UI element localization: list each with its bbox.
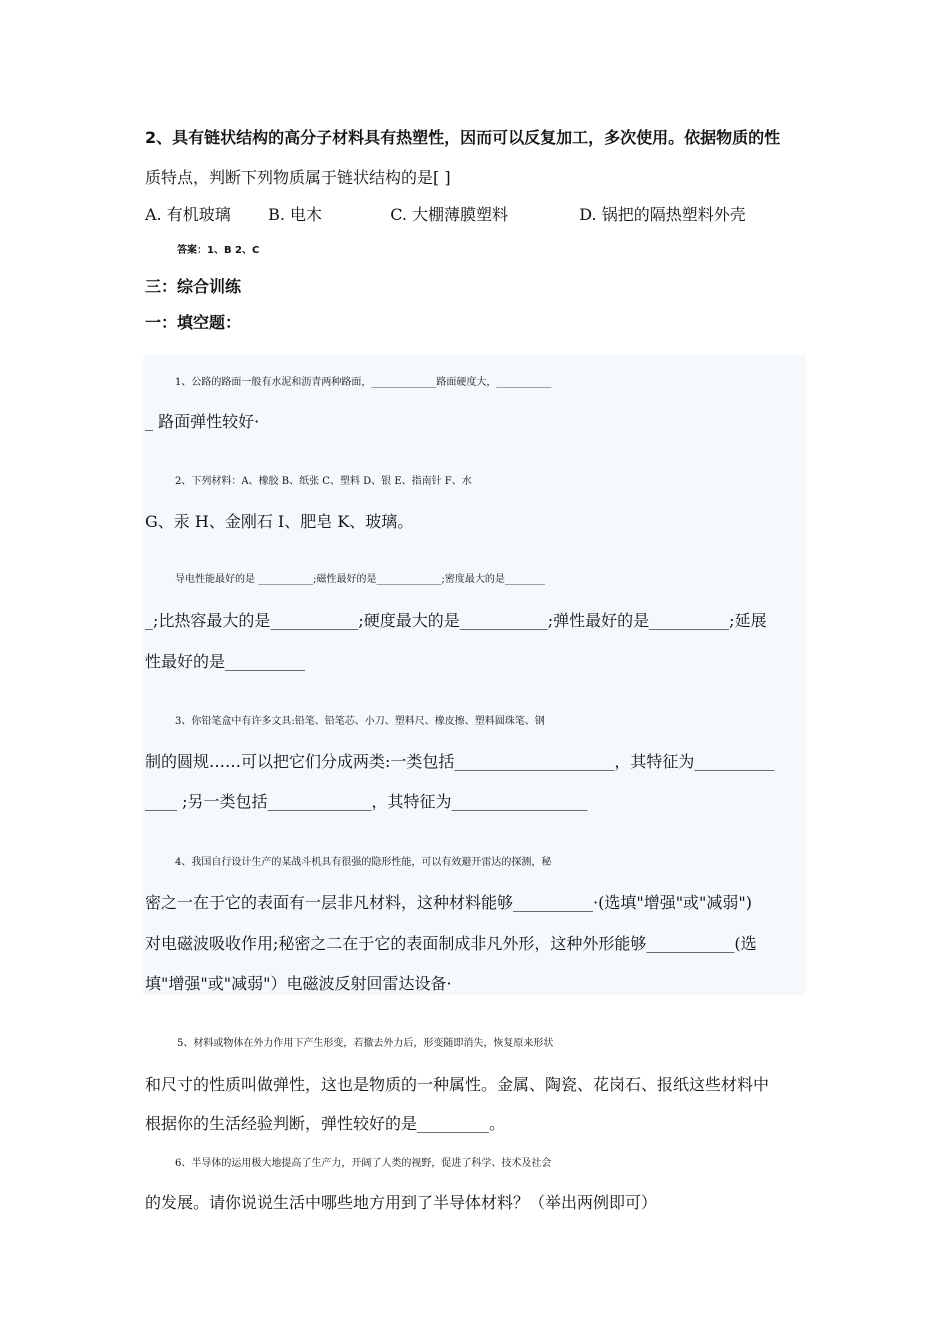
fill-q3-line2: 制的圆规……可以把它们分成两类:一类包括____________________，其特征为__________ (145, 752, 775, 771)
option-d: D. 锅把的隔热塑料外壳 (579, 205, 746, 224)
section-heading-fill: 一：填空题： (145, 313, 242, 332)
fill-q6-line2: 的发展。请你说说生活中哪些地方用到了半导体材料？（举出两例即可） (145, 1193, 658, 1212)
fill-q5-line2: 和尺寸的性质叫做弹性，这也是物质的一种属性。金属、陶瓷、花岗石、报纸这些材料中 (145, 1075, 770, 1094)
option-a: A. 有机玻璃 (145, 205, 231, 224)
fill-q4-line3: 对电磁波吸收作用;秘密之二在于它的表面制成非凡外形，这种外形能够___________(选 (145, 934, 757, 953)
fill-q5-line1: 5、材料或物体在外力作用下产生形变，若撤去外力后，形变随即消失，恢复原来形状 (177, 1038, 554, 1049)
answer-line: 答案：1、B 2、C (177, 245, 260, 256)
fill-q5-line3: 根据你的生活经验判断，弹性较好的是_________。 (145, 1114, 506, 1133)
q2-text-line1: 2、具有链状结构的高分子材料具有热塑性，因而可以反复加工，多次使用。依据物质的性 (145, 128, 781, 147)
q2-text-line2: 质特点，判断下列物质属于链状结构的是[ ] (145, 168, 451, 187)
fill-q2-line1: 2、下列材料：A、橡胶 B、纸张 C、塑料 D、银 E、指南针 F、水 (175, 476, 472, 487)
fill-q1-line2: _ 路面弹性较好· (145, 412, 260, 431)
option-c: C. 大棚薄膜塑料 (390, 205, 509, 224)
fill-q4-line4: 填"增强"或"减弱"）电磁波反射回雷达设备· (145, 974, 452, 993)
fill-q2-line2: G、汞 H、金刚石 I、肥皂 K、玻璃。 (145, 512, 414, 531)
q2-options (145, 205, 810, 225)
fill-q2-line3: 导电性能最好的是 ___________;磁性最好的是_____________;密度最大的是________ (175, 574, 545, 585)
fill-q2-line4: _;比热容最大的是___________;硬度最大的是___________;弹性最好的是__________;延展 (145, 611, 767, 630)
fill-q6-line1: 6、半导体的运用极大地提高了生产力，开阔了人类的视野，促进了科学、技术及社会 (175, 1158, 552, 1169)
option-b: B. 电木 (268, 205, 323, 224)
fill-q4-line1: 4、我国自行设计生产的某战斗机具有很强的隐形性能，可以有效避开雷达的探测，秘 (175, 857, 552, 868)
fill-q2-line5: 性最好的是__________ (145, 652, 306, 671)
fill-q4-line2: 密之一在于它的表面有一层非凡材料，这种材料能够__________·(选填"增强"或"减弱") (145, 893, 753, 912)
fill-q3-line3: ____ ;另一类包括_____________，其特征为_________________ (145, 792, 588, 811)
fill-q3-line1: 3、你铅笔盒中有许多文具:铅笔、铅笔芯、小刀、塑料尺、橡皮擦、塑料圆珠笔、钢 (175, 716, 545, 727)
fill-q1-line1: 1、公路的路面一般有水泥和沥青两种路面，_____________路面硬度大，___________ (175, 377, 552, 388)
section-heading-3: 三：综合训练 (145, 277, 242, 296)
